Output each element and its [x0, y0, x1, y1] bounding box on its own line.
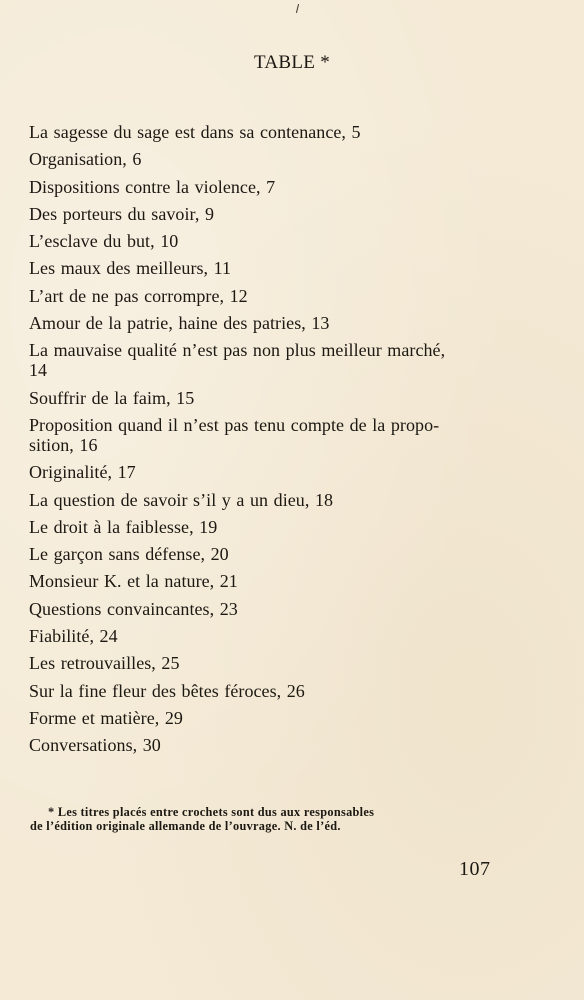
toc-entry: Les maux des meilleurs, 11: [29, 258, 232, 279]
toc-entry: Organisation, 6: [29, 149, 142, 170]
toc-entry: La question de savoir s’il y a un dieu, 18: [29, 489, 334, 510]
footnote-line: * Les titres placés entre crochets sont dus aux responsables: [48, 805, 375, 819]
toc-entry-line: Proposition quand il n’est pas tenu compte de la propo-: [29, 414, 440, 435]
toc-entry: Sur la fine fleur des bêtes féroces, 26: [29, 680, 305, 701]
toc-entry: [29, 340, 499, 380]
footnote-line: de l’édition originale allemande de l’ouvrage. N. de l’éd.: [30, 819, 341, 833]
toc-entry: Originalité, 17: [29, 462, 136, 483]
toc-entry: Les retrouvailles, 25: [29, 653, 180, 674]
toc-entry: Amour de la patrie, haine des patries, 13: [29, 313, 330, 334]
toc-entry: Dispositions contre la violence, 7: [29, 176, 276, 197]
toc-entry: L’art de ne pas corrompre, 12: [29, 285, 248, 306]
toc-entry: [29, 415, 499, 455]
toc-entry: Des porteurs du savoir, 9: [29, 203, 214, 224]
toc-entry: Souffrir de la faim, 15: [29, 387, 195, 408]
toc-entry: Conversations, 30: [29, 735, 161, 756]
toc-entry: Fiabilité, 24: [29, 626, 118, 647]
page-title: TABLE *: [253, 52, 331, 73]
footnote: [30, 805, 496, 833]
toc-entry-line: 14: [29, 360, 48, 381]
toc-entry: Questions convaincantes, 23: [29, 598, 238, 619]
toc-entry-line: sition, 16: [29, 434, 98, 455]
toc-entry: Monsieur K. et la nature, 21: [29, 571, 238, 592]
table-of-contents: [29, 122, 499, 763]
toc-entry: Le droit à la faiblesse, 19: [29, 516, 218, 537]
page-mark: [296, 4, 299, 13]
toc-entry: Forme et matière, 29: [29, 707, 183, 728]
toc-entry: L’esclave du but, 10: [29, 231, 179, 252]
toc-entry: La sagesse du sage est dans sa contenance, 5: [29, 122, 361, 142]
page-number: 107: [459, 858, 491, 880]
toc-entry: Le garçon sans défense, 20: [29, 544, 229, 565]
toc-entry-line: La mauvaise qualité n’est pas non plus meilleur marché,: [29, 340, 446, 361]
